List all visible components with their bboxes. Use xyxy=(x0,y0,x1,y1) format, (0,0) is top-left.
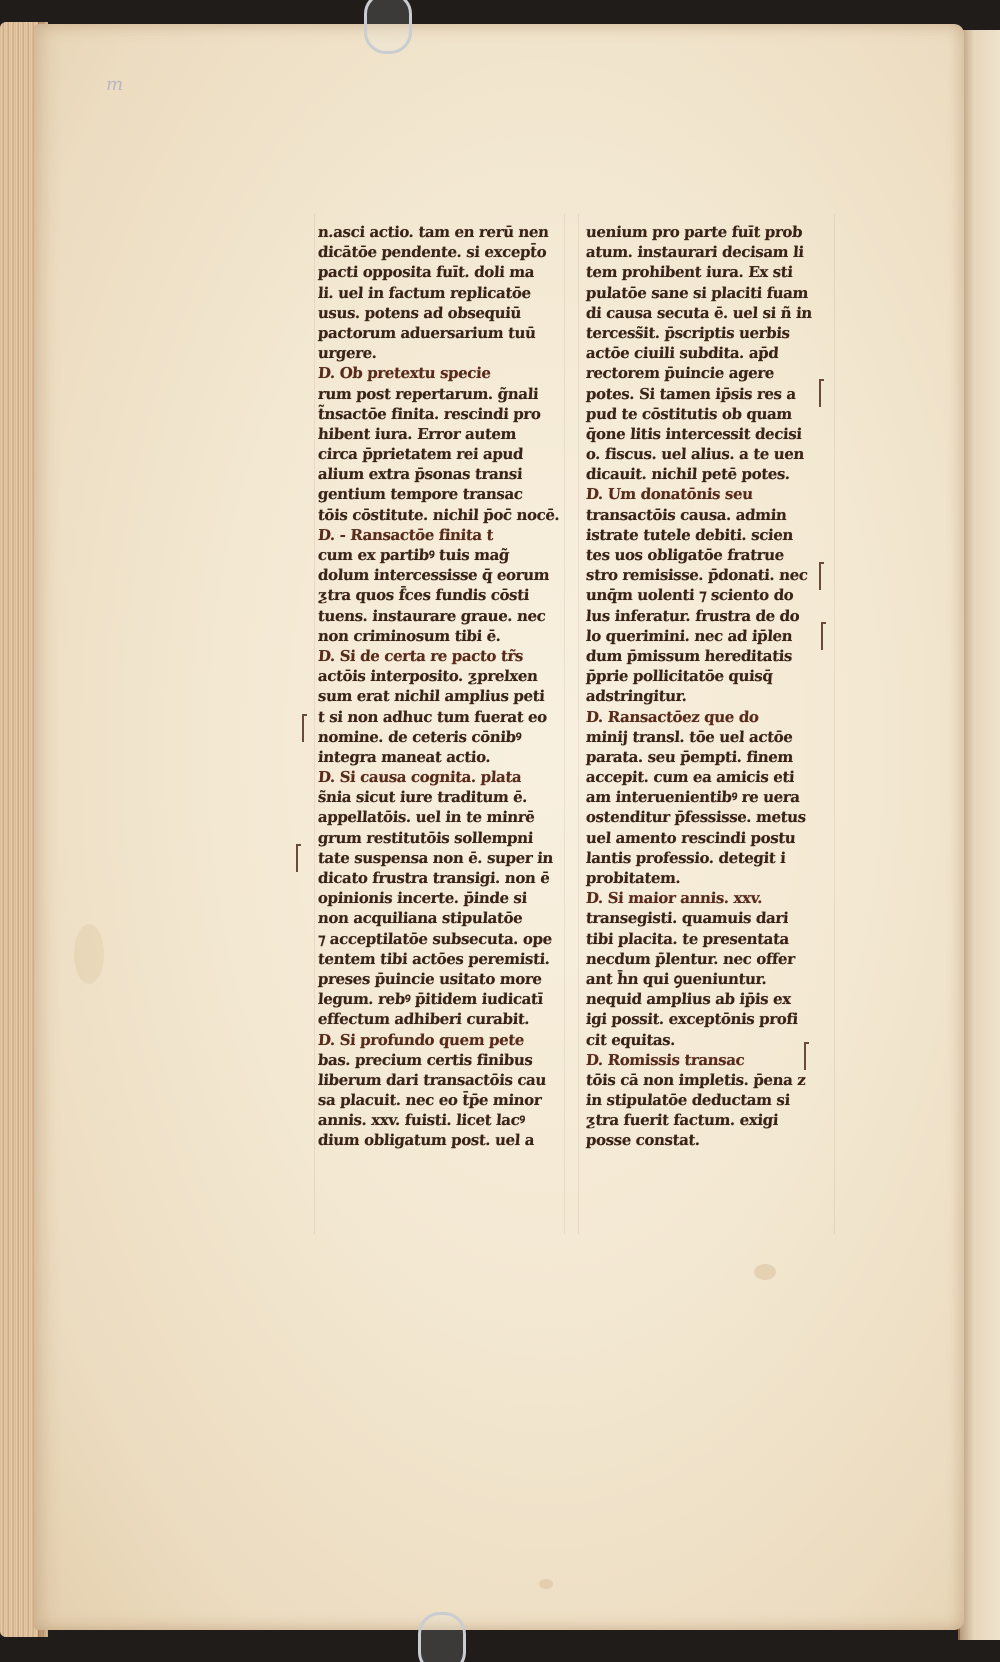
text-line: minij transl. tōe uel actōe xyxy=(585,727,794,746)
text-line: liberum dari transactōis cau xyxy=(317,1070,547,1089)
text-line: lus inferatur. frustra de do xyxy=(585,606,800,625)
text-line: tem prohibent iura. Ex sti xyxy=(585,263,794,282)
text-line: t̃nsactōe finita. rescindi pro xyxy=(317,404,542,423)
text-line: gentium tempore transac xyxy=(317,485,524,504)
text-line: sa placuit. nec eo t̄p̄e minor xyxy=(317,1091,542,1110)
text-line: D. Ransactōez que do xyxy=(585,707,760,726)
text-line: atum. instaurari decisam li xyxy=(585,243,805,262)
text-line: p̄prie pollicitatōe quisq̄ xyxy=(585,667,774,686)
text-line: non criminosum tibi ē. xyxy=(317,626,502,645)
text-line: dium obligatum post. uel a xyxy=(317,1131,535,1150)
text-line: uenium pro parte fuīt prob xyxy=(585,223,803,241)
parchment-stain xyxy=(74,924,104,984)
text-line: s̃nia sicut iure traditum ē. xyxy=(317,788,528,807)
text-line: adstringitur. xyxy=(585,687,688,706)
text-line: D. Um donatōnis seu xyxy=(585,485,754,504)
text-line: nequid amplius ab ip̄is ex xyxy=(585,990,792,1009)
next-leaf-edge xyxy=(958,30,1000,1640)
text-line: ⁊ acceptilatōe subsecuta. ope xyxy=(317,929,553,948)
text-line: usus. potens ad obsequiū xyxy=(317,303,522,322)
text-line: tentem tibi actōes peremisti. xyxy=(317,949,551,968)
text-line: pacti opposita fuīt. doli ma xyxy=(317,263,535,282)
page-clip-top xyxy=(364,0,412,54)
text-line: rectorem p̄uincie agere xyxy=(585,364,775,383)
text-line: lo querimini. nec ad ip̄len xyxy=(585,626,793,645)
text-line: potes. Si tamen ip̄sis res a xyxy=(585,384,797,403)
text-line: li. uel in factum replicatōe xyxy=(317,283,532,302)
page-clip-bottom xyxy=(418,1612,466,1662)
text-line: opinionis incerte. p̄inde si xyxy=(317,889,528,908)
text-line: di causa secuta ē. uel si ñ in xyxy=(585,303,813,322)
margin-mark xyxy=(302,714,307,742)
text-line: tuens. instaurare graue. nec xyxy=(317,606,547,625)
text-line: unq̄m uolenti ⁊ sciento do xyxy=(585,586,794,605)
text-line: ƺtra quos f̄ces fundis cōsti xyxy=(317,586,530,605)
text-line: q̄one litis intercessit decisi xyxy=(585,424,803,443)
text-line: accepit. cum ea amicis eti xyxy=(585,768,795,787)
text-line: urgere. xyxy=(317,344,378,363)
text-line: integra maneat actio. xyxy=(317,747,492,766)
text-line: dum p̄missum hereditatis xyxy=(585,646,793,665)
text-line: ant h̄n qui ꝯueniuntur. xyxy=(585,969,768,988)
text-line: circa p̄prietatem rei apud xyxy=(317,445,524,464)
text-line: posse constat. xyxy=(585,1131,701,1150)
margin-mark xyxy=(296,844,301,872)
text-line: rum post repertarum. g̃nali xyxy=(317,384,539,403)
text-line: tes uos obligatōe fratrue xyxy=(585,546,785,564)
text-line: D. Si maior annis. xxv. xyxy=(585,889,763,908)
text-line: am interuenientibꝰ re uera xyxy=(585,788,801,807)
text-line: tōis cōstitute. nichil p̄oc̄ nocē. xyxy=(317,505,561,524)
text-line: uel amento rescindi postu xyxy=(585,828,797,847)
text-line: preses p̄uincie usitato more xyxy=(317,969,543,988)
text-line: nomine. de ceteris cōnibꝰ xyxy=(317,727,522,746)
text-line: bas. precium certis finibus xyxy=(317,1050,534,1069)
ruling-line xyxy=(578,214,579,1234)
text-line: parata. seu p̄empti. finem xyxy=(585,747,794,766)
text-line: pulatōe sane si placiti fuam xyxy=(585,283,809,302)
text-line: o. fiscus. uel alius. a te uen xyxy=(585,445,805,464)
text-line: tibi placita. te presentata xyxy=(585,929,790,948)
text-line: non acquiliana stipulatōe xyxy=(317,909,523,928)
text-line: effectum adhiberi curabit. xyxy=(317,1010,530,1029)
text-line: t si non adhuc tum fuerat eo xyxy=(317,707,548,726)
text-line: D. Si causa cognita. plata xyxy=(317,768,522,787)
text-line: transegisti. quamuis dari xyxy=(585,909,789,928)
text-line: stro remisisse. p̄donati. nec xyxy=(585,566,809,585)
text-line: probitatem. xyxy=(585,869,682,887)
text-line: alium extra p̄sonas transi xyxy=(317,465,523,484)
text-line: D. Ob pretextu specie xyxy=(317,364,492,383)
text-line: tercess̃it. p̄scriptis uerbis xyxy=(585,323,791,342)
text-line: transactōis causa. admin xyxy=(585,505,788,524)
text-column-left xyxy=(317,222,561,1151)
text-line: appellatōis. uel in te minrē xyxy=(317,808,536,827)
ruling-line xyxy=(564,214,565,1234)
text-line: lantis professio. detegit i xyxy=(585,848,787,867)
folio-mark: m xyxy=(106,74,125,95)
text-line: tōis cā non impletis. p̄ena z xyxy=(585,1070,807,1089)
text-line: igi possit. exceptōnis profi xyxy=(585,1010,799,1029)
text-line: grum restitutōis sollempni xyxy=(317,828,534,847)
text-line: D. Si de certa re pacto tr̃s xyxy=(317,646,524,665)
text-line: annis. xxv. fuisti. licet lacꝰ xyxy=(317,1111,526,1130)
text-line: dolum intercessisse q̄ eorum xyxy=(317,566,550,585)
text-line: legum. rebꝰ p̄itidem iudicatī xyxy=(317,990,544,1009)
text-line: necdum p̄lentur. nec offer xyxy=(585,949,796,968)
text-line: n.asci actio. tam en rerū nen xyxy=(317,223,550,241)
text-line: ostenditur p̄fessisse. metus xyxy=(585,808,807,827)
ruling-line xyxy=(834,214,835,1234)
text-line: sum erat nichil amplius peti xyxy=(317,687,546,706)
text-line: cum ex partibꝰ tuis mag̃ xyxy=(317,546,510,564)
parchment-stain xyxy=(754,1264,776,1280)
text-column-right xyxy=(586,222,822,1151)
text-line: hibent iura. Error autem xyxy=(317,424,517,443)
text-line: cit equitas. xyxy=(585,1030,676,1049)
text-line: pud te cōstitutis ob quam xyxy=(585,404,793,423)
text-line: ƺtra fuerit factum. exigi xyxy=(585,1111,779,1130)
text-line: actōis interposito. ƺprelxen xyxy=(317,667,539,686)
text-line: dicato frustra transigi. non ē xyxy=(317,869,551,887)
text-line: D. Si profundo quem pete xyxy=(317,1030,525,1049)
text-line: D. - Ransactōe finita t xyxy=(317,525,494,544)
text-line: istrate tutele debiti. scien xyxy=(585,525,794,544)
text-line: D. Romissis transac xyxy=(585,1050,746,1069)
text-line: dicātōe pendente. si except̄o xyxy=(317,243,547,262)
parchment-stain xyxy=(539,1579,553,1589)
text-line: tate suspensa non ē. super in xyxy=(317,848,554,867)
text-line: pactorum aduersarium tuū xyxy=(317,323,537,342)
ruling-line xyxy=(314,214,315,1234)
text-line: actōe ciuili subdita. ap̄d xyxy=(585,344,780,363)
text-line: in stipulatōe deductam si xyxy=(585,1091,791,1110)
text-line: dicauit. nichil petē potes. xyxy=(585,465,791,484)
